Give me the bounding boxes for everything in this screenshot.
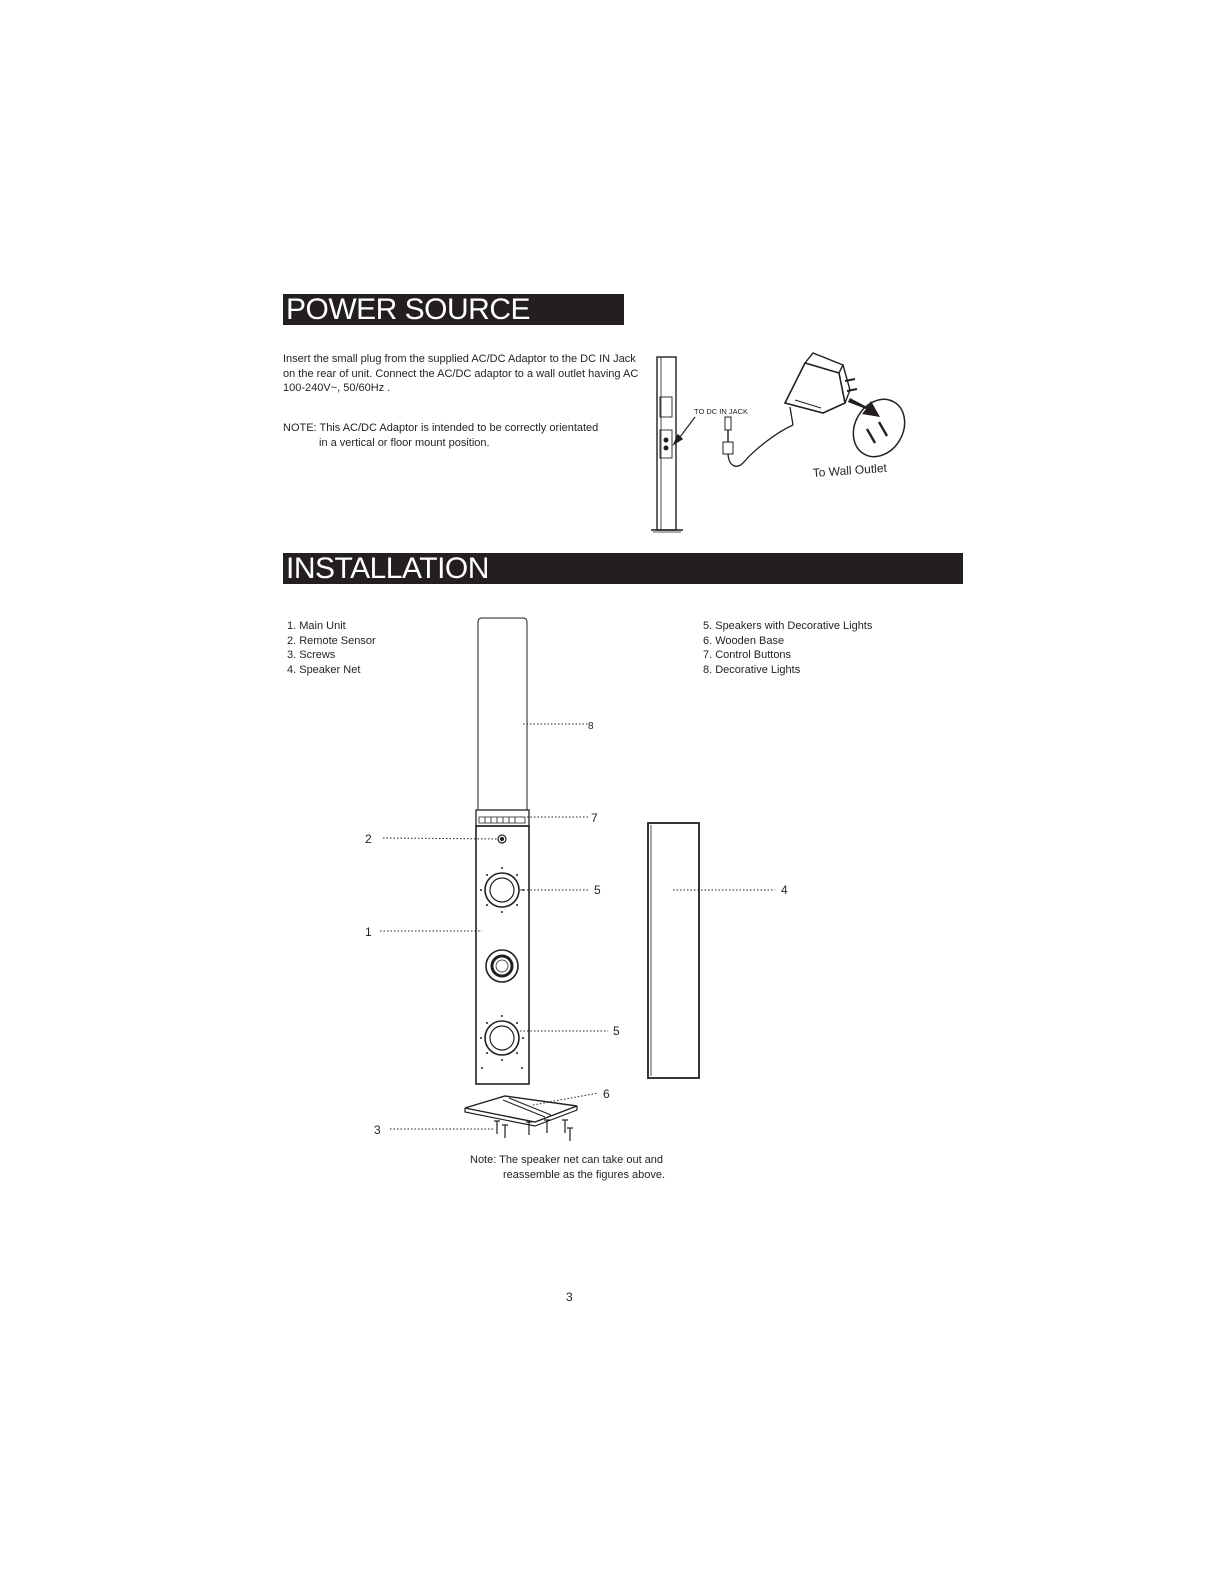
callout-7: 7	[591, 811, 598, 825]
parts-list-item: 6. Wooden Base	[703, 634, 785, 647]
parts-list-item: 3. Screws	[287, 649, 336, 661]
callout-4: 4	[781, 883, 788, 897]
screws	[494, 1120, 573, 1141]
parts-list-item: 7. Control Buttons	[703, 649, 792, 661]
page-number: 3	[566, 1290, 573, 1304]
wall-outlet-label: To Wall Outlet	[812, 460, 888, 480]
callout-5-lower: 5	[613, 1024, 620, 1038]
speaker-net	[648, 823, 699, 1078]
installation-diagram	[355, 610, 805, 1145]
power-source-heading	[283, 294, 624, 325]
power-paragraph-line: on the rear of unit. Connect the AC/DC adaptor to a wall outlet having AC	[283, 367, 639, 380]
power-source-paragraph	[283, 352, 638, 396]
ac-dc-adaptor	[785, 363, 845, 413]
callout-8: 8	[588, 721, 594, 732]
installation-note-line: reassemble as the figures above.	[503, 1168, 666, 1181]
wooden-base	[465, 1096, 577, 1122]
installation-note-line: Note: The speaker net can take out and	[470, 1154, 664, 1166]
control-panel	[476, 810, 529, 826]
callout-5-upper: 5	[594, 883, 601, 897]
parts-list-item: 2. Remote Sensor	[287, 634, 376, 647]
dc-jack-label: TO DC IN JACK	[694, 407, 749, 416]
power-paragraph-line: Insert the small plug from the supplied AC/DC Adaptor to the DC IN Jack	[283, 353, 636, 365]
power-source-note	[283, 421, 598, 450]
parts-list-item: 8. Decorative Lights	[703, 663, 801, 676]
parts-list-item: 5. Speakers with Decorative Lights	[703, 620, 873, 632]
installation-heading-text: INSTALLATION	[286, 552, 489, 585]
dc-jack-panel	[660, 430, 672, 458]
power-source-heading-text: POWER SOURCE	[286, 293, 531, 326]
power-connection-diagram	[645, 345, 915, 540]
parts-list-item: 1. Main Unit	[287, 620, 346, 632]
power-note-line: NOTE: This AC/DC Adaptor is intended to be correctly orientated	[283, 422, 599, 434]
callout-2: 2	[365, 832, 372, 846]
power-paragraph-line: 100-240V~, 50/60Hz .	[283, 382, 391, 394]
installation-heading	[283, 553, 963, 584]
power-note-line: in a vertical or floor mount position.	[319, 436, 490, 449]
parts-list-item: 4. Speaker Net	[287, 663, 361, 676]
installation-note	[470, 1153, 665, 1182]
decorative-light-column	[478, 618, 527, 810]
callout-1: 1	[365, 925, 372, 939]
callout-3: 3	[374, 1123, 381, 1137]
callout-6: 6	[603, 1087, 610, 1101]
